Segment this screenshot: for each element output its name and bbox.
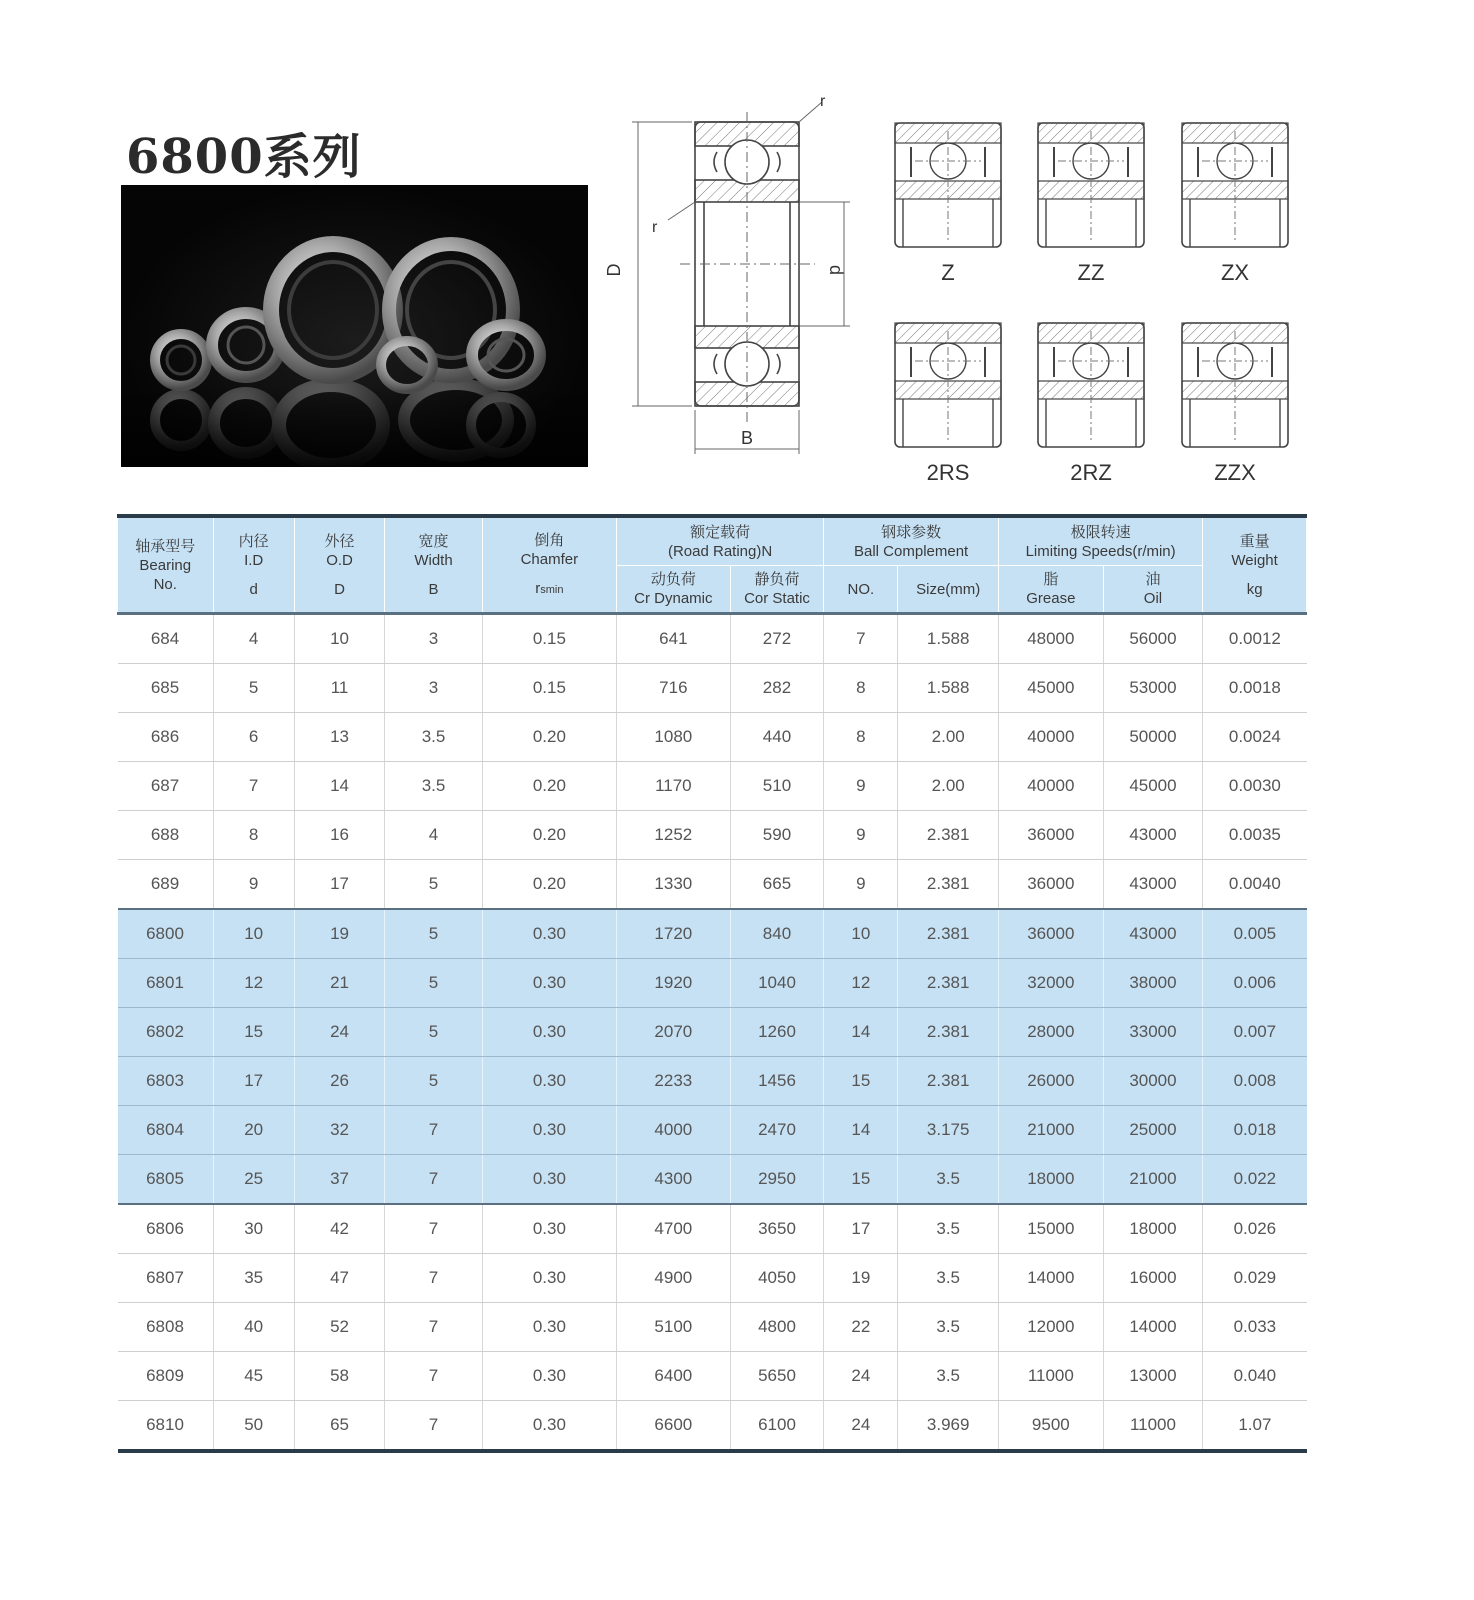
bearing-photo bbox=[121, 185, 588, 467]
table-cell: 0.20 bbox=[482, 762, 616, 811]
table-cell: 24 bbox=[294, 1008, 384, 1057]
table-cell: 7 bbox=[385, 1401, 483, 1452]
table-cell: 9 bbox=[824, 762, 898, 811]
table-cell: 42 bbox=[294, 1204, 384, 1254]
table-cell: 5 bbox=[385, 860, 483, 910]
table-cell: 6803 bbox=[118, 1057, 214, 1106]
col-group-load: 额定载荷 (Road Rating)N bbox=[616, 516, 823, 566]
table-cell: 38000 bbox=[1103, 959, 1203, 1008]
table-cell: 47 bbox=[294, 1254, 384, 1303]
table-cell: 19 bbox=[824, 1254, 898, 1303]
table-cell: 1456 bbox=[730, 1057, 823, 1106]
table-cell: 6802 bbox=[118, 1008, 214, 1057]
col-model: 轴承型号 Bearing No. bbox=[118, 516, 214, 614]
label-r-side: r bbox=[652, 219, 658, 236]
table-cell: 0.30 bbox=[482, 1155, 616, 1205]
col-ball-number: NO. bbox=[824, 566, 898, 614]
table-cell: 590 bbox=[730, 811, 823, 860]
table-cell: 40 bbox=[213, 1303, 294, 1352]
variant-label: ZX bbox=[1220, 260, 1250, 285]
table-cell: 4000 bbox=[616, 1106, 730, 1155]
table-cell: 2233 bbox=[616, 1057, 730, 1106]
table-cell: 12 bbox=[824, 959, 898, 1008]
table-cell: 2950 bbox=[730, 1155, 823, 1205]
table-cell: 14000 bbox=[1103, 1303, 1203, 1352]
table-cell: 1080 bbox=[616, 713, 730, 762]
table-cell: 19 bbox=[294, 909, 384, 959]
table-cell: 6800 bbox=[118, 909, 214, 959]
table-cell: 17 bbox=[213, 1057, 294, 1106]
table-cell: 0.30 bbox=[482, 1204, 616, 1254]
table-cell: 3 bbox=[385, 614, 483, 664]
table-cell: 37 bbox=[294, 1155, 384, 1205]
table-cell: 50 bbox=[213, 1401, 294, 1452]
table-cell: 20 bbox=[213, 1106, 294, 1155]
table-cell: 26000 bbox=[999, 1057, 1104, 1106]
table-cell: 43000 bbox=[1103, 909, 1203, 959]
table-row bbox=[118, 664, 1307, 713]
table-cell: 56000 bbox=[1103, 614, 1203, 664]
table-cell: 24 bbox=[824, 1352, 898, 1401]
table-cell: 0.30 bbox=[482, 909, 616, 959]
table-cell: 15 bbox=[824, 1057, 898, 1106]
table-cell: 0.007 bbox=[1203, 1008, 1307, 1057]
table-cell: 30 bbox=[213, 1204, 294, 1254]
table-cell: 33000 bbox=[1103, 1008, 1203, 1057]
table-cell: 5 bbox=[385, 1008, 483, 1057]
table-cell: 3.5 bbox=[898, 1303, 999, 1352]
table-cell: 1252 bbox=[616, 811, 730, 860]
table-cell: 7 bbox=[385, 1155, 483, 1205]
table-cell: 5 bbox=[385, 1057, 483, 1106]
table-cell: 0.018 bbox=[1203, 1106, 1307, 1155]
table-cell: 12000 bbox=[999, 1303, 1104, 1352]
table-cell: 32000 bbox=[999, 959, 1104, 1008]
table-cell: 45 bbox=[213, 1352, 294, 1401]
table-cell: 6100 bbox=[730, 1401, 823, 1452]
variant-label: Z bbox=[941, 260, 955, 285]
col-ball-size: Size(mm) bbox=[898, 566, 999, 614]
table-cell: 0.30 bbox=[482, 1057, 616, 1106]
table-cell: 2070 bbox=[616, 1008, 730, 1057]
table-cell: 0.30 bbox=[482, 1352, 616, 1401]
table-cell: 0.15 bbox=[482, 614, 616, 664]
table-cell: 2.00 bbox=[898, 762, 999, 811]
table-cell: 36000 bbox=[999, 860, 1104, 910]
table-cell: 6600 bbox=[616, 1401, 730, 1452]
table-cell: 10 bbox=[213, 909, 294, 959]
table-cell: 0.022 bbox=[1203, 1155, 1307, 1205]
table-row bbox=[118, 762, 1307, 811]
table-cell: 0.029 bbox=[1203, 1254, 1307, 1303]
table-cell: 4700 bbox=[616, 1204, 730, 1254]
table-cell: 0.0018 bbox=[1203, 664, 1307, 713]
table-cell: 1330 bbox=[616, 860, 730, 910]
table-cell: 0.008 bbox=[1203, 1057, 1307, 1106]
table-cell: 0.0040 bbox=[1203, 860, 1307, 910]
table-cell: 6805 bbox=[118, 1155, 214, 1205]
table-row bbox=[118, 1106, 1307, 1155]
table-cell: 3 bbox=[385, 664, 483, 713]
table-cell: 0.30 bbox=[482, 1106, 616, 1155]
table-cell: 2.381 bbox=[898, 959, 999, 1008]
col-width: 宽度 Width B bbox=[385, 516, 483, 614]
table-cell: 4 bbox=[385, 811, 483, 860]
table-cell: 0.30 bbox=[482, 959, 616, 1008]
col-inner-diameter: 内径 I.D d bbox=[213, 516, 294, 614]
table-cell: 282 bbox=[730, 664, 823, 713]
table-cell: 15 bbox=[213, 1008, 294, 1057]
table-cell: 5 bbox=[385, 959, 483, 1008]
table-cell: 8 bbox=[213, 811, 294, 860]
table-cell: 2.381 bbox=[898, 860, 999, 910]
table-cell: 3650 bbox=[730, 1204, 823, 1254]
table-cell: 3.969 bbox=[898, 1401, 999, 1452]
table-header bbox=[118, 516, 1307, 614]
table-cell: 0.30 bbox=[482, 1254, 616, 1303]
table-cell: 440 bbox=[730, 713, 823, 762]
table-cell: 40000 bbox=[999, 762, 1104, 811]
table-cell: 6809 bbox=[118, 1352, 214, 1401]
label-D: D bbox=[604, 263, 624, 277]
col-oil-speed: 油 Oil bbox=[1103, 566, 1203, 614]
table-row bbox=[118, 860, 1307, 910]
table-cell: 3.5 bbox=[385, 713, 483, 762]
col-static-load: 静负荷 Cor Static bbox=[730, 566, 823, 614]
table-row bbox=[118, 1254, 1307, 1303]
table-cell: 4 bbox=[213, 614, 294, 664]
table-cell: 25000 bbox=[1103, 1106, 1203, 1155]
table-cell: 9 bbox=[213, 860, 294, 910]
table-cell: 25 bbox=[213, 1155, 294, 1205]
table-cell: 0.20 bbox=[482, 811, 616, 860]
table-cell: 2.381 bbox=[898, 909, 999, 959]
col-outer-diameter: 外径 O.D D bbox=[294, 516, 384, 614]
table-row bbox=[118, 909, 1307, 959]
col-grease-speed: 脂 Grease bbox=[999, 566, 1104, 614]
table-cell: 686 bbox=[118, 713, 214, 762]
table-cell: 688 bbox=[118, 811, 214, 860]
table-cell: 10 bbox=[824, 909, 898, 959]
table-body bbox=[118, 614, 1307, 1452]
table-cell: 0.20 bbox=[482, 860, 616, 910]
table-cell: 65 bbox=[294, 1401, 384, 1452]
table-row bbox=[118, 1303, 1307, 1352]
table-cell: 8 bbox=[824, 664, 898, 713]
table-cell: 9500 bbox=[999, 1401, 1104, 1452]
table-cell: 840 bbox=[730, 909, 823, 959]
table-cell: 6807 bbox=[118, 1254, 214, 1303]
table-cell: 18000 bbox=[1103, 1204, 1203, 1254]
table-cell: 17 bbox=[824, 1204, 898, 1254]
table-cell: 10 bbox=[294, 614, 384, 664]
label-d: d bbox=[826, 264, 846, 276]
table-cell: 3.5 bbox=[898, 1155, 999, 1205]
table-cell: 1040 bbox=[730, 959, 823, 1008]
table-cell: 52 bbox=[294, 1303, 384, 1352]
variant-label: 2RZ bbox=[1070, 460, 1112, 485]
col-weight: 重量 Weight kg bbox=[1203, 516, 1307, 614]
table-cell: 0.0030 bbox=[1203, 762, 1307, 811]
table-cell: 14 bbox=[824, 1106, 898, 1155]
table-cell: 17 bbox=[294, 860, 384, 910]
table-cell: 26 bbox=[294, 1057, 384, 1106]
table-cell: 7 bbox=[213, 762, 294, 811]
col-group-ball: 钢球参数 Ball Complement bbox=[824, 516, 999, 566]
table-cell: 21000 bbox=[999, 1106, 1104, 1155]
table-row bbox=[118, 1008, 1307, 1057]
table-row bbox=[118, 1057, 1307, 1106]
table-cell: 7 bbox=[385, 1254, 483, 1303]
table-cell: 510 bbox=[730, 762, 823, 811]
table-cell: 1.07 bbox=[1203, 1401, 1307, 1452]
table-cell: 3.5 bbox=[898, 1204, 999, 1254]
table-cell: 6 bbox=[213, 713, 294, 762]
label-B: B bbox=[740, 428, 754, 448]
table-cell: 24 bbox=[824, 1401, 898, 1452]
table-cell: 0.30 bbox=[482, 1401, 616, 1452]
table-cell: 45000 bbox=[999, 664, 1104, 713]
table-cell: 14 bbox=[294, 762, 384, 811]
table-cell: 13000 bbox=[1103, 1352, 1203, 1401]
table-cell: 15 bbox=[824, 1155, 898, 1205]
table-row bbox=[118, 959, 1307, 1008]
table-cell: 43000 bbox=[1103, 811, 1203, 860]
table-cell: 9 bbox=[824, 860, 898, 910]
table-cell: 687 bbox=[118, 762, 214, 811]
table-cell: 665 bbox=[730, 860, 823, 910]
table-cell: 0.30 bbox=[482, 1303, 616, 1352]
table-cell: 7 bbox=[385, 1303, 483, 1352]
table-cell: 5 bbox=[213, 664, 294, 713]
table-row bbox=[118, 1401, 1307, 1452]
table-cell: 7 bbox=[385, 1352, 483, 1401]
table-cell: 36000 bbox=[999, 909, 1104, 959]
table-cell: 272 bbox=[730, 614, 823, 664]
table-cell: 6806 bbox=[118, 1204, 214, 1254]
table-row bbox=[118, 1204, 1307, 1254]
table-cell: 685 bbox=[118, 664, 214, 713]
table-cell: 40000 bbox=[999, 713, 1104, 762]
table-cell: 5100 bbox=[616, 1303, 730, 1352]
table-cell: 1920 bbox=[616, 959, 730, 1008]
variant-label: ZZ bbox=[1077, 260, 1105, 285]
table-cell: 48000 bbox=[999, 614, 1104, 664]
table-cell: 641 bbox=[616, 614, 730, 664]
table-cell: 18000 bbox=[999, 1155, 1104, 1205]
table-cell: 21 bbox=[294, 959, 384, 1008]
table-cell: 6808 bbox=[118, 1303, 214, 1352]
table-cell: 1720 bbox=[616, 909, 730, 959]
variant-label: 2RS bbox=[926, 460, 970, 485]
dimension-diagram bbox=[600, 92, 860, 477]
table-cell: 2.00 bbox=[898, 713, 999, 762]
table-cell: 7 bbox=[385, 1106, 483, 1155]
table-cell: 3.5 bbox=[385, 762, 483, 811]
table-cell: 43000 bbox=[1103, 860, 1203, 910]
table-cell: 6801 bbox=[118, 959, 214, 1008]
col-dynamic-load: 动负荷 Cr Dynamic bbox=[616, 566, 730, 614]
table-cell: 4300 bbox=[616, 1155, 730, 1205]
table-cell: 0.30 bbox=[482, 1008, 616, 1057]
table-cell: 0.005 bbox=[1203, 909, 1307, 959]
table-row bbox=[118, 713, 1307, 762]
table-row bbox=[118, 1352, 1307, 1401]
table-cell: 1260 bbox=[730, 1008, 823, 1057]
table-cell: 14 bbox=[824, 1008, 898, 1057]
table-cell: 14000 bbox=[999, 1254, 1104, 1303]
table-cell: 15000 bbox=[999, 1204, 1104, 1254]
table-cell: 0.15 bbox=[482, 664, 616, 713]
table-cell: 3.5 bbox=[898, 1254, 999, 1303]
table-cell: 8 bbox=[824, 713, 898, 762]
table-cell: 45000 bbox=[1103, 762, 1203, 811]
table-row bbox=[118, 1155, 1307, 1205]
table-cell: 7 bbox=[824, 614, 898, 664]
table-cell: 1170 bbox=[616, 762, 730, 811]
table-row bbox=[118, 811, 1307, 860]
table-cell: 3.175 bbox=[898, 1106, 999, 1155]
table-cell: 0.20 bbox=[482, 713, 616, 762]
table-cell: 9 bbox=[824, 811, 898, 860]
table-cell: 16000 bbox=[1103, 1254, 1203, 1303]
table-cell: 50000 bbox=[1103, 713, 1203, 762]
table-cell: 0.0024 bbox=[1203, 713, 1307, 762]
table-cell: 4800 bbox=[730, 1303, 823, 1352]
table-cell: 2.381 bbox=[898, 1057, 999, 1106]
table-cell: 684 bbox=[118, 614, 214, 664]
table-cell: 4050 bbox=[730, 1254, 823, 1303]
table-cell: 0.0035 bbox=[1203, 811, 1307, 860]
table-cell: 22 bbox=[824, 1303, 898, 1352]
table-cell: 35 bbox=[213, 1254, 294, 1303]
table-cell: 11 bbox=[294, 664, 384, 713]
table-cell: 11000 bbox=[1103, 1401, 1203, 1452]
table-cell: 4900 bbox=[616, 1254, 730, 1303]
table-cell: 2470 bbox=[730, 1106, 823, 1155]
table-cell: 7 bbox=[385, 1204, 483, 1254]
table-cell: 2.381 bbox=[898, 811, 999, 860]
table-cell: 0.040 bbox=[1203, 1352, 1307, 1401]
table-cell: 0.026 bbox=[1203, 1204, 1307, 1254]
table-cell: 0.0012 bbox=[1203, 614, 1307, 664]
table-cell: 36000 bbox=[999, 811, 1104, 860]
label-r-top: r bbox=[820, 93, 826, 110]
table-cell: 16 bbox=[294, 811, 384, 860]
table-cell: 6400 bbox=[616, 1352, 730, 1401]
table-cell: 1.588 bbox=[898, 664, 999, 713]
col-group-speed: 极限转速 Limiting Speeds(r/min) bbox=[999, 516, 1203, 566]
table-cell: 28000 bbox=[999, 1008, 1104, 1057]
page-title: 6800系列 bbox=[126, 129, 362, 185]
variant-diagrams bbox=[890, 118, 1310, 493]
table-cell: 689 bbox=[118, 860, 214, 910]
table-cell: 32 bbox=[294, 1106, 384, 1155]
table-cell: 1.588 bbox=[898, 614, 999, 664]
table-cell: 58 bbox=[294, 1352, 384, 1401]
table-cell: 0.006 bbox=[1203, 959, 1307, 1008]
variant-label: ZZX bbox=[1214, 460, 1256, 485]
table-cell: 11000 bbox=[999, 1352, 1104, 1401]
col-chamfer: 倒角 Chamfer rsmin bbox=[482, 516, 616, 614]
table-cell: 53000 bbox=[1103, 664, 1203, 713]
table-cell: 0.033 bbox=[1203, 1303, 1307, 1352]
table-cell: 5650 bbox=[730, 1352, 823, 1401]
table-cell: 21000 bbox=[1103, 1155, 1203, 1205]
table-cell: 6810 bbox=[118, 1401, 214, 1452]
table-cell: 2.381 bbox=[898, 1008, 999, 1057]
table-cell: 13 bbox=[294, 713, 384, 762]
spec-table bbox=[117, 514, 1307, 1453]
table-cell: 12 bbox=[213, 959, 294, 1008]
table-cell: 5 bbox=[385, 909, 483, 959]
table-cell: 716 bbox=[616, 664, 730, 713]
table-cell: 30000 bbox=[1103, 1057, 1203, 1106]
table-cell: 6804 bbox=[118, 1106, 214, 1155]
table-row bbox=[118, 614, 1307, 664]
table-cell: 3.5 bbox=[898, 1352, 999, 1401]
